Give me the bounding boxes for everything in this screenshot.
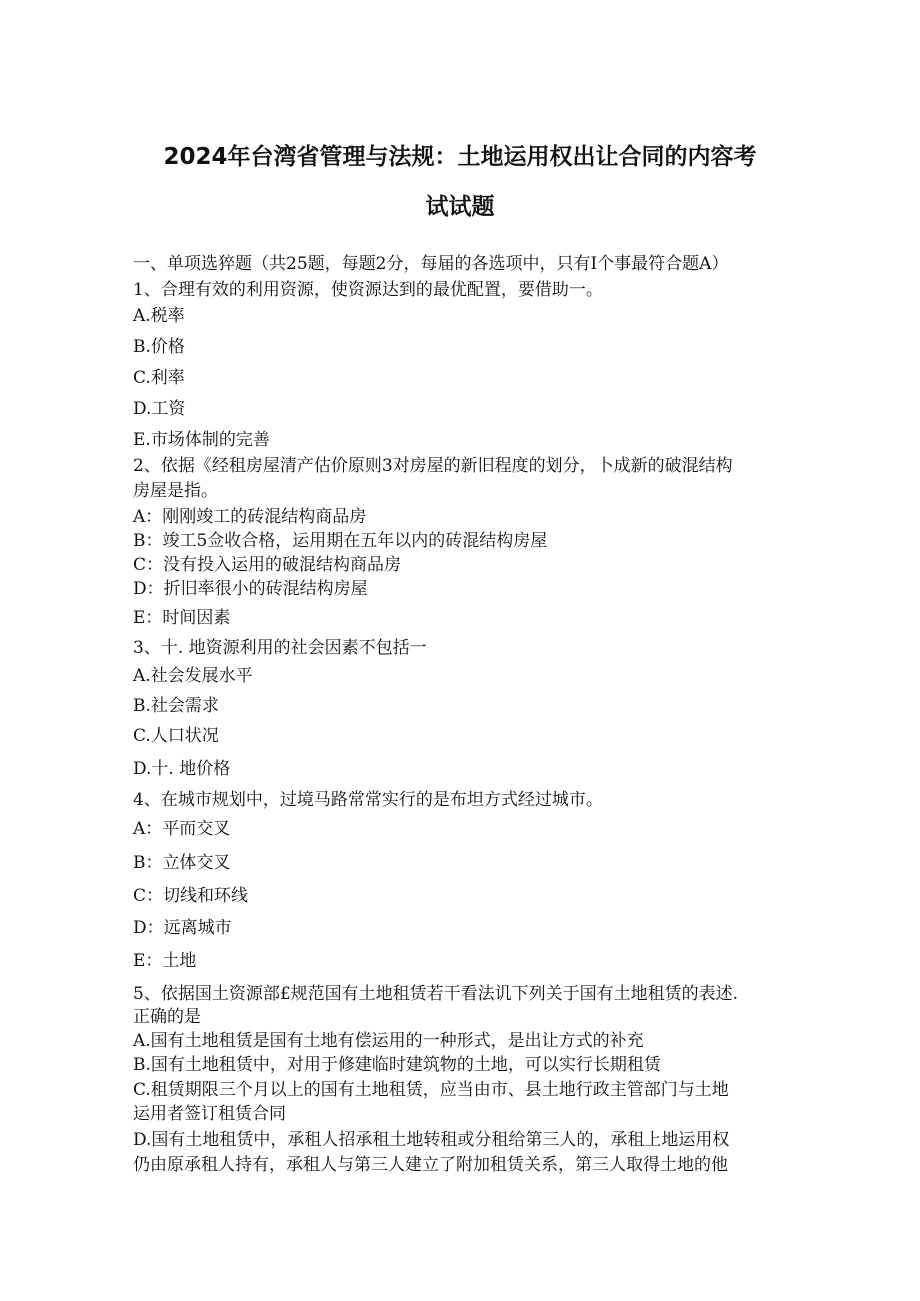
question-5-option-d-line-1: D.国有土地租赁中，承租人招承租土地转租或分租给第三人的，承租上地运用权 xyxy=(133,1130,730,1150)
question-5-option-c-line-2: 运用者签订租赁合同 xyxy=(133,1104,286,1124)
question-4-stem: 4、在城市规划中，过境马路常常实行的是布坦方式经过城市。 xyxy=(133,790,603,810)
question-1-option-d: D.工资 xyxy=(133,399,186,419)
question-3-option-c: C.人口状况 xyxy=(133,726,219,746)
question-4-option-b: B：立体交叉 xyxy=(133,853,231,873)
question-5-option-c-line-1: C.租赁期限三个月以上的国有土地租赁，应当由市、县土地行政主管部门与土地 xyxy=(133,1080,729,1100)
question-2-stem-line-1: 2、依据《经租房屋清产估价原则3对房屋的新旧程度的划分，卜成新的破混结构 xyxy=(133,456,733,476)
question-5-option-b: B.国有土地租赁中，对用于修建临时建筑物的土地，可以实行长期租赁 xyxy=(133,1055,661,1075)
question-1-option-a: A.税率 xyxy=(133,306,185,326)
question-2-option-c: C：没有投入运用的破混结构商品房 xyxy=(133,555,402,575)
question-2-option-d: D：折旧率很小的砖混结构房屋 xyxy=(133,579,368,599)
question-3-stem: 3、十. 地资源利用的社会因素不包括一 xyxy=(133,638,427,658)
question-5-option-d-line-2: 仍由原承租人持有，承租人与第三人建立了附加租赁关系，第三人取得土地的他 xyxy=(133,1155,728,1175)
page-title-line-1: 2024年台湾省管理与法规：土地运用权出让合同的内容考 xyxy=(163,144,757,170)
question-5-option-a: A.国有土地租赁是国有土地有偿运用的一种形式，是出让方式的补充 xyxy=(133,1031,644,1051)
question-4-option-e: E：土地 xyxy=(133,951,197,971)
question-4-option-d: D：远离城市 xyxy=(133,918,232,938)
page-title-line-2: 试试题 xyxy=(425,194,495,220)
question-3-option-a: A.社会发展水平 xyxy=(133,666,253,686)
question-3-option-b: B.社会需求 xyxy=(133,696,219,716)
section-header: 一、单项选猝题（共25题，每题2分，每届的各选项中，只有I个事最符合题A） xyxy=(133,254,729,274)
question-2-stem-line-2: 房屋是指。 xyxy=(133,481,218,501)
question-4-option-c: C：切线和环线 xyxy=(133,886,249,906)
question-1-option-e: E.市场体制的完善 xyxy=(133,430,270,450)
question-2-option-b: B：竣工5佥收合格，运用期在五年以内的砖混结构房屋 xyxy=(133,531,548,551)
question-2-option-a: A：刚刚竣工的砖混结构商品房 xyxy=(133,507,367,527)
question-5-stem-line-1: 5、依据国土资源部£规范国有土地租赁若干看法讥下列关于国有土地租赁的表述. xyxy=(133,984,739,1004)
question-1-option-c: C.利率 xyxy=(133,368,185,388)
question-5-stem-line-2: 正确的是 xyxy=(133,1007,201,1027)
question-4-option-a: A：平而交叉 xyxy=(133,819,231,839)
question-3-option-d: D.十. 地价格 xyxy=(133,759,231,779)
question-2-option-e: E：时间因素 xyxy=(133,608,231,628)
question-1-stem: 1、合理有效的利用资源，使资源达到的最优配置，要借助一。 xyxy=(133,280,603,300)
question-1-option-b: B.价格 xyxy=(133,337,185,357)
